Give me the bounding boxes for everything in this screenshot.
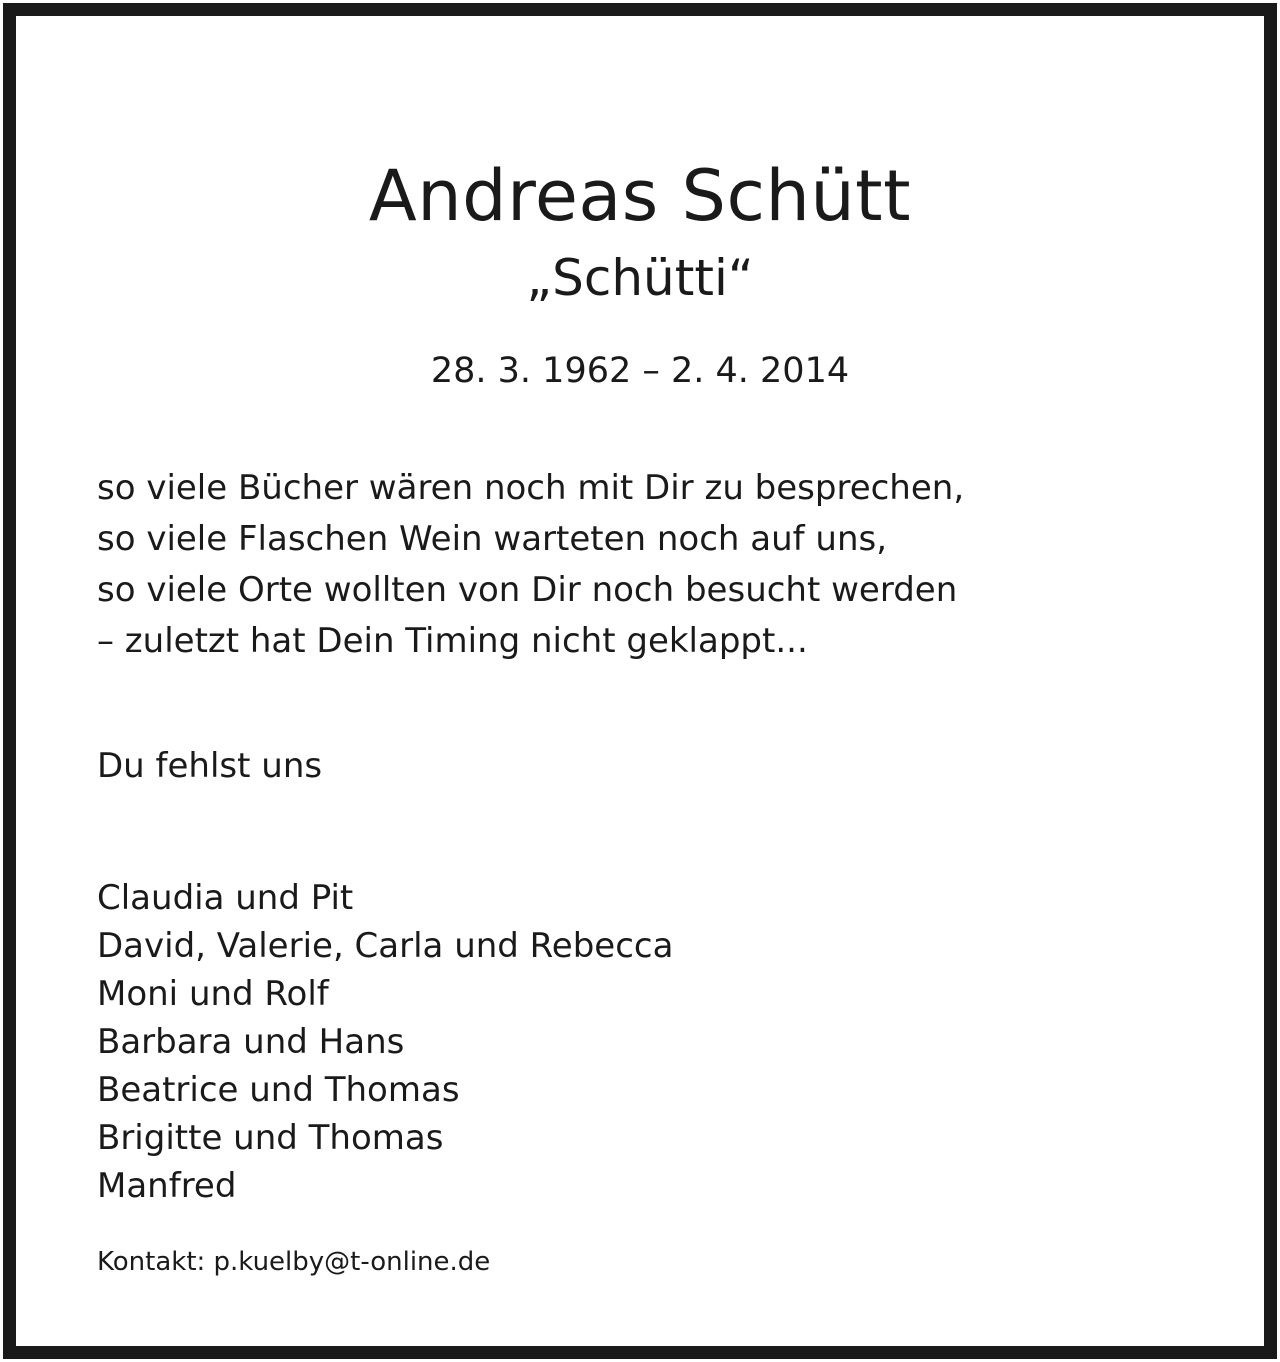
life-dates: 28. 3. 1962 – 2. 4. 2014 xyxy=(430,351,850,391)
closing-line: Du fehlst uns xyxy=(97,746,323,786)
obituary-frame xyxy=(3,3,1277,1359)
poem-line: so viele Orte wollten von Dir noch besucht werden xyxy=(97,570,958,610)
mourner-entry: Beatrice und Thomas xyxy=(97,1070,460,1110)
obituary-notice xyxy=(16,16,1264,1346)
contact-line: Kontakt: p.kuelby@t-online.de xyxy=(97,1247,491,1277)
poem-line: – zuletzt hat Dein Timing nicht geklappt... xyxy=(97,621,808,661)
mourner-entry: Moni und Rolf xyxy=(97,974,329,1014)
poem xyxy=(97,463,964,667)
deceased-name: Andreas Schütt xyxy=(368,155,912,237)
mourner-entry: Barbara und Hans xyxy=(97,1022,405,1062)
mourners-list xyxy=(97,874,673,1210)
mourner-entry: Manfred xyxy=(97,1166,237,1206)
poem-line: so viele Bücher wären noch mit Dir zu besprechen, xyxy=(97,468,965,508)
mourner-entry: Brigitte und Thomas xyxy=(97,1118,444,1158)
mourner-entry: David, Valerie, Carla und Rebecca xyxy=(97,926,674,966)
poem-line: so viele Flaschen Wein warteten noch auf uns, xyxy=(97,519,888,559)
deceased-nickname: „Schütti“ xyxy=(526,249,754,307)
mourner-entry: Claudia und Pit xyxy=(97,878,354,918)
